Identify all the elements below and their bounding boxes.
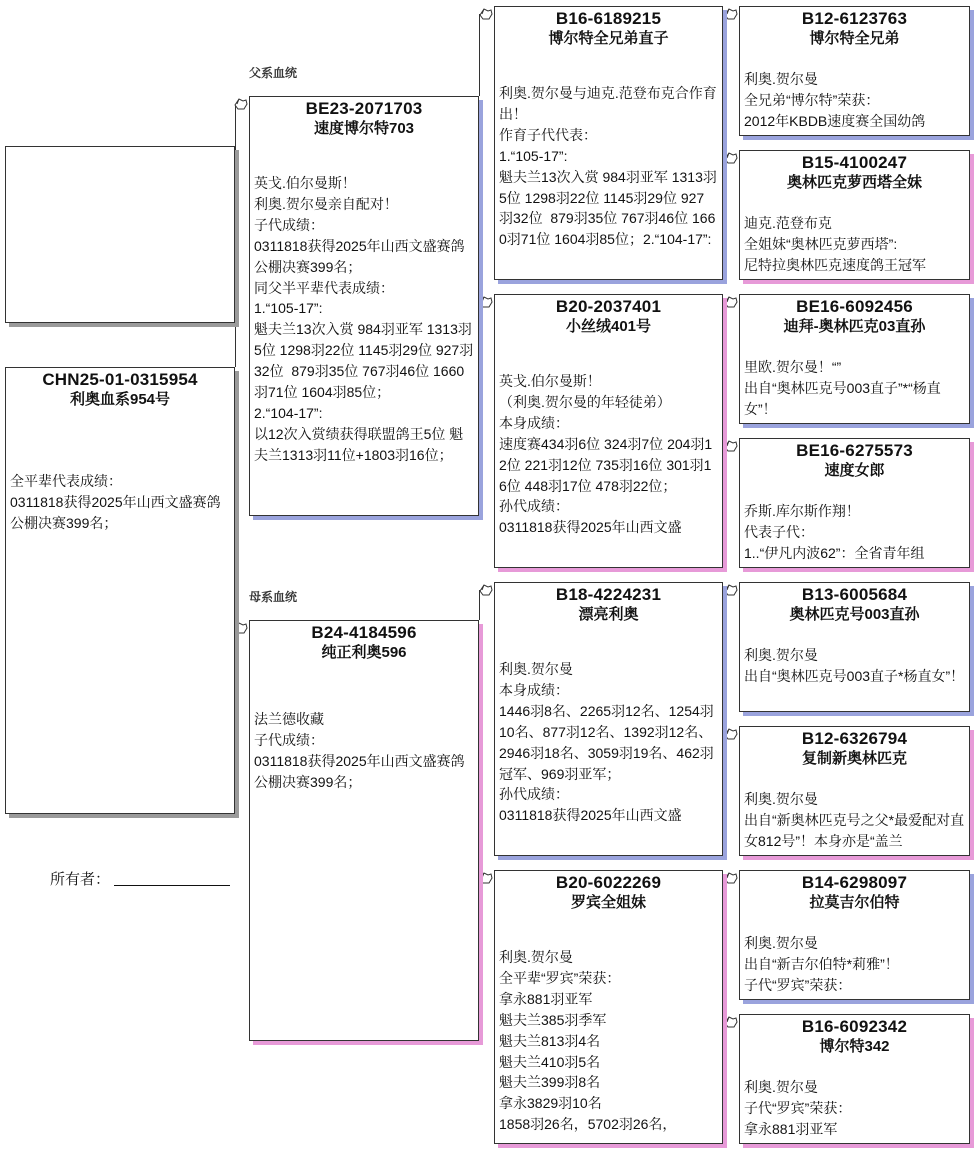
sire-ring: BE23-2071703 bbox=[305, 99, 423, 118]
link-hand-icon[interactable] bbox=[723, 726, 739, 742]
link-hand-icon[interactable] bbox=[478, 294, 494, 310]
dd-ring: B20-6022269 bbox=[555, 873, 662, 892]
sire-name: 速度博尔特703 bbox=[313, 120, 415, 137]
dam-ring: B24-4184596 bbox=[311, 623, 417, 642]
subject-name: 利奥血系954号 bbox=[69, 391, 171, 408]
connector-dam-dd bbox=[479, 878, 480, 1041]
dd-card[interactable] bbox=[494, 870, 723, 1144]
connector-dd-ddd bbox=[723, 1022, 724, 1144]
connector-ds-dsd bbox=[723, 734, 724, 856]
ds-ring: B18-4224231 bbox=[555, 585, 662, 604]
connector-sire-sd bbox=[479, 300, 480, 516]
paternal-label: 父系血统 bbox=[249, 66, 298, 80]
sdd-name: 速度女郎 bbox=[824, 462, 885, 479]
link-hand-icon[interactable] bbox=[723, 150, 739, 166]
subject-ring: CHN25-01-0315954 bbox=[42, 370, 198, 389]
ddd-name: 博尔特342 bbox=[819, 1038, 890, 1055]
sire-card[interactable] bbox=[249, 96, 479, 516]
sss-name: 博尔特全兄弟 bbox=[809, 30, 900, 47]
dds-notes: 利奥.贺尔曼 出自“新吉尔伯特*莉雅”！ 子代“罗宾”荣获： bbox=[744, 935, 899, 993]
ss-ring: B16-6189215 bbox=[555, 9, 662, 28]
sdd-notes: 乔斯.库尔斯作翔！ 代表子代： 1..“伊凡内波62”：全省青年组 bbox=[744, 503, 925, 561]
ssd-notes: 迪克.范登布克 全姐妹“奥林匹克萝西塔”: 尼特拉奥林匹克速度鸽王冠军 bbox=[744, 215, 926, 273]
dsd-notes: 利奥.贺尔曼 出自“新奥林匹克号之父*最爱配对直女812号”！本身亦是“盖兰 bbox=[744, 791, 965, 849]
ssd-name: 奥林匹克萝西塔全妹 bbox=[786, 174, 922, 191]
connector-sd-sdd bbox=[723, 446, 724, 568]
sss-notes: 利奥.贺尔曼 全兄弟“博尔特”荣获： 2012年KBDB速度赛全国幼鸽 bbox=[744, 71, 926, 129]
dds-card[interactable] bbox=[739, 870, 970, 1000]
ds-name: 漂亮利奥 bbox=[578, 606, 639, 623]
connector-subject-dam bbox=[235, 628, 236, 814]
dam-notes: 法兰德收藏 子代成绩： 0311818获得2025年山西文盛赛鸽公棚决赛399名； bbox=[254, 711, 465, 790]
sds-ring: BE16-6092456 bbox=[796, 297, 913, 316]
ssd-card[interactable] bbox=[739, 150, 970, 280]
connector-subject-sire bbox=[235, 104, 236, 367]
link-hand-icon[interactable] bbox=[723, 294, 739, 310]
dss-name: 奥林匹克号003直孙 bbox=[789, 606, 920, 623]
dds-ring: B14-6298097 bbox=[801, 873, 908, 892]
dss-card[interactable] bbox=[739, 582, 970, 712]
link-hand-icon[interactable] bbox=[723, 870, 739, 886]
dam-card[interactable] bbox=[249, 620, 479, 1041]
ddd-notes: 利奥.贺尔曼 子代“罗宾”荣获： 拿永881羽亚军 bbox=[744, 1079, 852, 1137]
connector-ss-ssd bbox=[723, 158, 724, 280]
link-hand-icon[interactable] bbox=[723, 582, 739, 598]
ss-notes: 利奥.贺尔曼与迪克.范登布克合作育出！ 作育子代代表： 1.“105-17”: 魁夫兰13次入赏 984羽亚军 1313羽5位 1298羽22位 1145羽29位 927羽32位 879羽35位 767羽46位 1660羽71位 1604羽85位；2.“104-17”: bbox=[499, 85, 717, 248]
sd-notes: 英戈.伯尔曼斯！ （利奥.贺尔曼的年轻徒弟） 本身成绩： 速度赛434羽6位 324羽7位 204羽12位 221羽12位 735羽16位 301羽16位 448羽17位 478羽22位； 孙代成绩： 0311818获得2025年山西文盛 bbox=[499, 373, 713, 536]
link-hand-icon[interactable] bbox=[233, 620, 249, 636]
subject-card[interactable] bbox=[5, 367, 235, 814]
owner-label: 所有者： bbox=[50, 871, 111, 888]
dss-ring: B13-6005684 bbox=[801, 585, 908, 604]
sire-notes: 英戈.伯尔曼斯！ 利奥.贺尔曼亲自配对！ 子代成绩： 0311818获得2025年山西文盛赛鸽公棚决赛399名； 同父半平辈代表成绩： 1.“105-17”: 魁夫兰13次入赏 984羽亚军 1313羽5位 1298羽22位 1145羽29位 927羽32位 879羽35位 767羽46位 1660羽71位 1604羽85位； 2.“104-17”: 以12次入赏绩获得联盟鸽王5位 魁夫兰1313羽11位+1803羽16位； bbox=[254, 175, 474, 463]
ddd-card[interactable] bbox=[739, 1014, 970, 1144]
ds-card[interactable] bbox=[494, 582, 723, 856]
link-hand-icon[interactable] bbox=[478, 870, 494, 886]
link-hand-icon[interactable] bbox=[723, 1014, 739, 1030]
sdd-card[interactable] bbox=[739, 438, 970, 568]
link-hand-icon[interactable] bbox=[478, 6, 494, 22]
dam-name: 纯正利奥596 bbox=[321, 644, 407, 661]
photo-frame[interactable] bbox=[5, 146, 235, 323]
sss-ring: B12-6123763 bbox=[801, 9, 908, 28]
link-hand-icon[interactable] bbox=[478, 582, 494, 598]
ss-name: 博尔特全兄弟直子 bbox=[548, 30, 669, 47]
dds-name: 拉莫吉尔伯特 bbox=[809, 894, 900, 911]
sds-notes: 里欧.贺尔曼！“” 出自“奥林匹克号003直子”*“杨直女”！ bbox=[744, 359, 941, 417]
sdd-ring: BE16-6275573 bbox=[796, 441, 913, 460]
maternal-label: 母系血统 bbox=[249, 590, 298, 604]
ds-notes: 利奥.贺尔曼 本身成绩： 1446羽8名、2265羽12名、1254羽10名、877羽12名、1392羽12名、2946羽18名、3059羽19名、462羽冠军、969羽亚军； 孙代成绩： 0311818获得2025年山西文盛 bbox=[499, 661, 714, 824]
connector-sire-ss bbox=[479, 14, 480, 96]
sds-card[interactable] bbox=[739, 294, 970, 424]
ss-card[interactable] bbox=[494, 6, 723, 280]
dd-name: 罗宾全姐妹 bbox=[570, 894, 646, 911]
dd-notes: 利奥.贺尔曼 全平辈“罗宾”荣获： 拿永881羽亚军 魁夫兰385羽季军 魁夫兰813羽4名 魁夫兰410羽5名 魁夫兰399羽8名 拿永3829羽10名 1858羽26名，5702羽26名， bbox=[499, 949, 677, 1133]
sd-card[interactable] bbox=[494, 294, 723, 568]
link-hand-icon[interactable] bbox=[723, 6, 739, 22]
sss-card[interactable] bbox=[739, 6, 970, 136]
ddd-ring: B16-6092342 bbox=[801, 1017, 908, 1036]
owner-field[interactable] bbox=[114, 884, 230, 886]
sd-name: 小丝绒401号 bbox=[565, 318, 652, 335]
dsd-name: 复制新奥林匹克 bbox=[801, 750, 907, 767]
sds-name: 迪拜-奥林匹克03直孙 bbox=[783, 318, 926, 335]
link-hand-icon[interactable] bbox=[723, 438, 739, 454]
dsd-ring: B12-6326794 bbox=[801, 729, 908, 748]
link-hand-icon[interactable] bbox=[233, 96, 249, 112]
subject-notes: 全平辈代表成绩： 0311818获得2025年山西文盛赛鸽公棚决赛399名； bbox=[10, 473, 221, 531]
ssd-ring: B15-4100247 bbox=[801, 153, 908, 172]
dsd-card[interactable] bbox=[739, 726, 970, 856]
dss-notes: 利奥.贺尔曼 出自“奥林匹克号003直子*杨直女”！ bbox=[744, 647, 965, 684]
sd-ring: B20-2037401 bbox=[555, 297, 662, 316]
